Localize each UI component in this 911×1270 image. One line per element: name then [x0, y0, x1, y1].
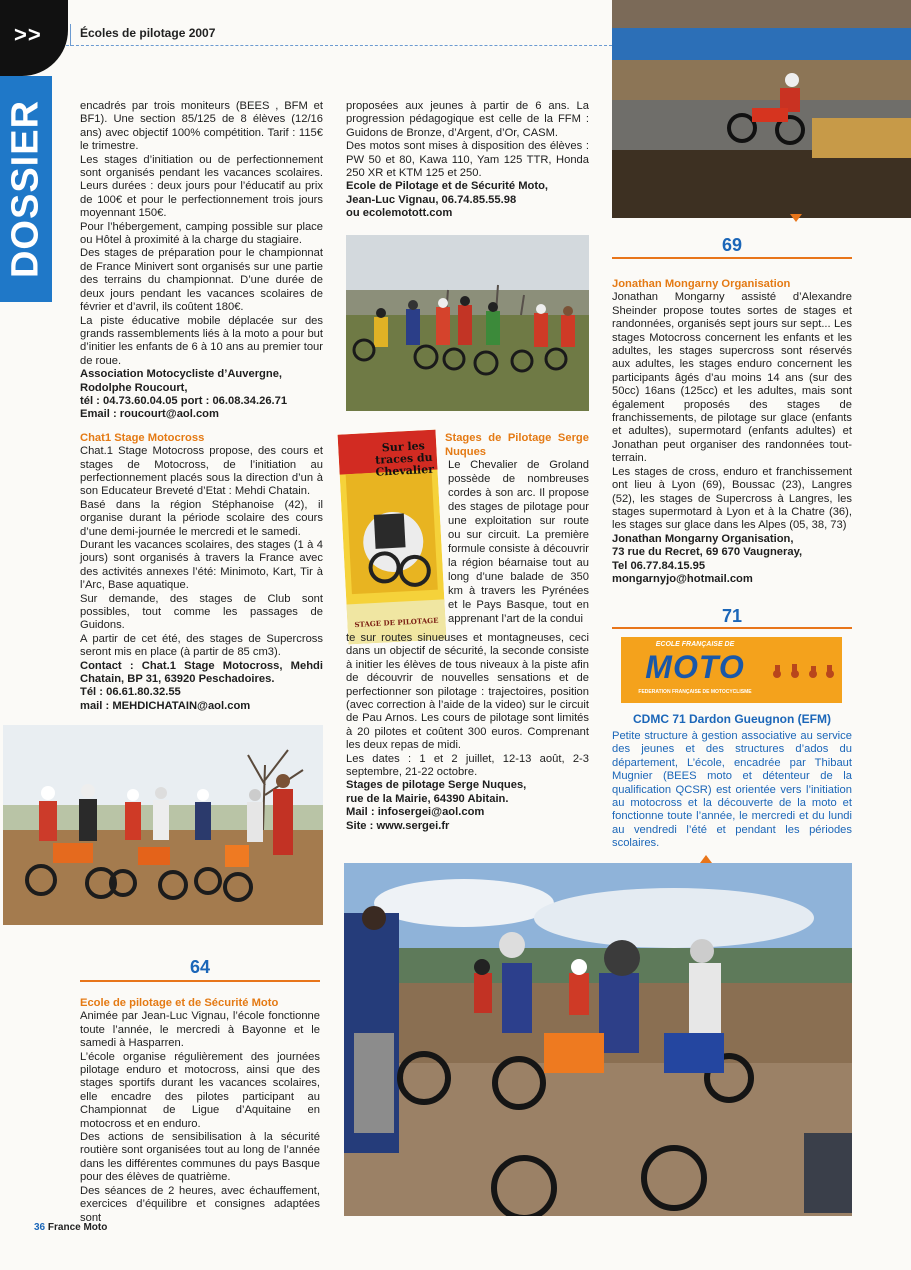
section-tab — [0, 76, 52, 302]
section-heading: Jonathan Mongarny Organisation — [612, 278, 791, 290]
section-rule — [612, 627, 852, 629]
paragraph: Petite structure à gestion associative au service des jeunes et des structures d’ados du département, L’école, encadrée par Thibaut Mugnier (BEES moto et détenteur de la qualification QCSR) est orientée vers l’initiation au motocross et la découverte de la moto et fonctionne toute l’année, le mercredi et du lundi au vendredi l’été et pendant les périodes scolaires. — [612, 730, 852, 850]
header-divider — [70, 24, 71, 46]
rider-silhouettes-icon — [771, 663, 837, 679]
page-header-title: Écoles de pilotage 2007 — [80, 26, 216, 40]
left-column — [80, 100, 323, 713]
paragraph: proposées aux jeunes à partir de 6 ans. La progression pédagogique est celle de la FFM : Guidons de Bronze, d’Argent, d’Or, CASM. — [346, 100, 589, 139]
contact-email: mail : MEHDICHATAIN@aol.com — [80, 699, 251, 712]
paragraph: L’école organise régulièrement des journées pilotage enduro et motocross, ainsi que des stages sportifs durant les vacances scolaires, elle encadre des pilotes participant au Championnat de Ligue d’Aquitaine en motocross et en enduro. — [80, 1050, 320, 1130]
contact-line: Ecole de Pilotage et de Sécurité Moto, — [346, 180, 549, 193]
section-heading: Stages de Pilotage Serge Nuques — [445, 432, 589, 458]
book-subtitle: STAGE DE PILOTAGE — [354, 615, 439, 630]
paragraph: Les stages de cross, enduro et franchissement ont lieu à Lyon (69), Boussac (23), Langres (52), les stages de Supercross à Langres, les stages supermotard à Lyon et à la Chatre (36), les stages sur glace dans les Alpes (05, 38, 73) — [612, 465, 852, 532]
middle-column — [346, 100, 589, 221]
contact-line: Rodolphe Roucourt, — [80, 381, 188, 394]
page-number: 36 — [34, 1222, 46, 1233]
contact-line: 73 rue du Recret, 69 670 Vaugneray, — [612, 546, 803, 559]
magazine-name: France Moto — [47, 1222, 108, 1233]
paragraph: Chat.1 Stage Motocross propose, des cours et stages de Motocross, de l’initiation au perfectionnement placés sous la direction d’un à son Educateur Breveté d’Etat : Mehdi Chatain. — [80, 445, 323, 498]
department-number: 71 — [721, 606, 743, 626]
paragraph: Des motos sont mises à disposition des élèves : PW 50 et 80, Kawa 110, Yam 125 TTR, Honda 250 XR et KTM 125 et 250. — [346, 140, 589, 180]
section-heading: Ecole de pilotage et de Sécurité Moto — [80, 997, 279, 1009]
section-heading: Chat1 Stage Motocross — [80, 431, 205, 444]
section-rule — [80, 980, 320, 982]
contact-phone: Tél : 06.61.80.32.55 — [80, 686, 181, 699]
contact-phone: Tel 06.77.84.15.95 — [612, 559, 706, 572]
paragraph: Durant les vacances scolaires, des stages (1 à 4 jours) sont organisés à travers la France avec des activités annexes l’été: Minimoto, Kart, Tir à l’Arc, Base aquatique. — [80, 539, 323, 592]
chevron-right-icon: >> — [14, 22, 42, 47]
book-cover — [338, 430, 447, 645]
section-64-text — [80, 997, 320, 1225]
section-heading: CDMC 71 Dardon Gueugnon (EFM) — [633, 712, 831, 726]
paragraph: Le Chevalier de Groland possède de nombreuses cordes à son arc. Il propose des stages de pilotage pour une exploitation sur route ou sur circuit. La première formule consiste à découvrir la région béarnaise tout au long d’une balade de 350 km à travers les Pyrénées et le Pays Basque, tout en apprenant l’art de la condui — [448, 459, 589, 625]
caption-pointer-icon — [700, 855, 712, 863]
contact-email: Mail : infosergei@aol.com — [346, 806, 485, 819]
logo-sub-text: FEDERATION FRANÇAISE DE MOTOCYCLISME — [638, 689, 752, 695]
contact-line: Contact : Chat.1 Stage Motocross, Mehdi Chatain, BP 31, 63920 Peschadoires. — [80, 659, 323, 686]
contact-email: Email : roucourt@aol.com — [80, 408, 219, 421]
paragraph: Les stages d’initiation ou de perfectionnement sont organisés pendant les vacances scolaires. Leurs durées : deux jours pour l’éducatif au prix de 100€ et pour le perfectionnement trois jours moyennant 150€. — [80, 153, 323, 220]
contact-phone: tél : 04.73.60.04.05 port : 06.08.34.26.71 — [80, 394, 288, 407]
photo-riders-landscape — [344, 863, 852, 1216]
section-71-text — [612, 730, 852, 851]
section-rule — [612, 257, 852, 259]
page-footer — [34, 1222, 107, 1233]
photo-riders-field — [346, 235, 589, 411]
section-71-heading-wrap — [612, 713, 852, 726]
contact-email: mongarnyjo@hotmail.com — [612, 572, 753, 585]
serge-heading-wrap — [445, 431, 589, 459]
logo-top-text: ECOLE FRANÇAISE DE — [655, 641, 735, 648]
serge-text-narrow — [448, 458, 589, 630]
contact-site: ou ecolemotott.com — [346, 207, 453, 220]
caption-pointer-icon — [790, 214, 802, 222]
paragraph-continued: te sur routes sinueuses et montagneuses, ceci dans un objectif de sécurité, la seconde consiste à initier les élèves de tous niveaux à la piste afin de découvrir de nouvelles sensations et de perfectionner son pilotage : trajectoires, position (avec correction à l’aide de la video) sur le circuit de Pau Arnos. Les cours de pilotage sont limités à 20 pilotes et coûtent 300 euros. Comprenant les deux repas de midi. — [346, 632, 589, 752]
photo-rider-track — [612, 0, 911, 218]
contact-line: Jonathan Mongarny Organisation, — [612, 532, 794, 545]
contact-line: rue de la Mairie, 64390 Abitain. — [346, 792, 509, 805]
paragraph: La piste éducative mobile déplacée sur des grands rassemblements liés à la moto a pour but d’initier les enfants de 6 à 10 ans au premier tour de roue. — [80, 314, 323, 367]
paragraph: A partir de cet été, des stages de Supercross seront mis en place (à partir de 85 cm3). — [80, 632, 323, 659]
logo-main-text: MOTO — [645, 649, 745, 685]
contact-phone: Jean-Luc Vignau, 06.74.85.55.98 — [346, 193, 517, 206]
section-69-text — [612, 278, 852, 586]
book-title: Sur les traces du Chevalier — [374, 439, 435, 479]
paragraph: Pour l’hébergement, camping possible sur place ou Hôtel à proximité à la charge du stagiaire. — [80, 220, 323, 247]
header-rule — [66, 45, 612, 46]
contact-line: Stages de pilotage Serge Nuques, — [346, 779, 527, 792]
paragraph: Des séances de 2 heures, avec échauffement, exercices d’équilibre et consignes adaptées sont — [80, 1184, 320, 1224]
paragraph: Jonathan Mongarny assisté d’Alexandre Sheinder propose toutes sortes de stages et randonnées, organisés sept jours sur sept... Les stages Motocross concernent les enfants et les adultes, les stages supercross sont réservés aux adultes, les stages enduro concernent les participants âgés d’au moins 14 ans (sur des 50cc) 16ans (125cc) et les adultes, mais sont également proposés des stages de franchissements, de pilotage sur glace (enfants et adultes), supermotard (enfants adultes) et Jonathan peut organiser des randonnées tout-terrain. — [612, 291, 852, 465]
paragraph: Les dates : 1 et 2 juillet, 12-13 août, 2-3 septembre, 21-22 octobre. — [346, 752, 589, 779]
paragraph: Animée par Jean-Luc Vignau, l’école fonctionne toute l’année, le mercredi à Bayonne et le samedi à Hasparren. — [80, 1010, 320, 1050]
efm-logo — [621, 637, 842, 703]
paragraph: encadrés par trois moniteurs (BEES , BFM et BF1). Une section 85/125 de 8 élèves (12/16 ans) avec objectif 100% compétition. Tarif : 115€ le trimestre. — [80, 100, 323, 153]
paragraph: Des actions de sensibilisation à la sécurité routière sont organisées tout au long de l’année dans les différentes communes du pays Basque pour des élèves de quatrième. — [80, 1131, 320, 1184]
department-number: 69 — [721, 235, 743, 255]
section-label: DOSSIER — [4, 99, 47, 279]
paragraph: Sur demande, des stages de Club sont possibles, tout comme les passages de Guidons. — [80, 592, 323, 632]
paragraph: Des stages de préparation pour le championnat de France Minivert sont organisés sur une partie des terrains du championnat. D’une durée de deux jours pendant les vacances scolaires de février et d’avril, ils coûtent 180€. — [80, 247, 323, 314]
department-number: 64 — [189, 957, 211, 977]
paragraph: Basé dans la région Stéphanoise (42), il organise durant la période scolaire des cours d’une demi-journée le mercredi et le samedi. — [80, 498, 323, 538]
contact-line: Association Motocycliste d’Auvergne, — [80, 368, 283, 381]
contact-site: Site : www.sergei.fr — [346, 819, 450, 832]
photo-riders-group — [3, 725, 323, 925]
serge-text-full — [346, 632, 589, 833]
